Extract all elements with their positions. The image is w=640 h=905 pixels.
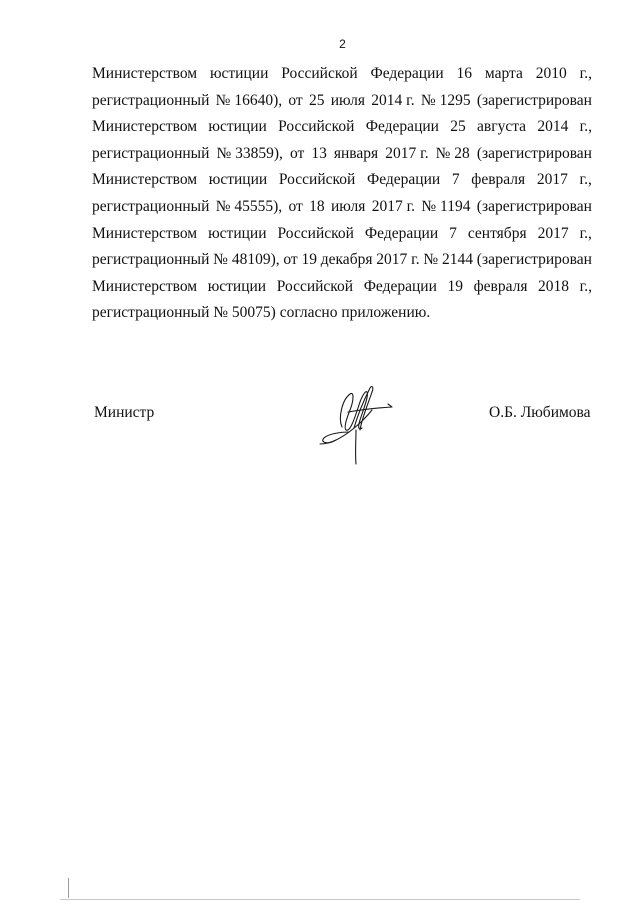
word: июля (330, 91, 366, 109)
word: Федерации (363, 277, 437, 295)
word: 2010 (535, 65, 567, 82)
word: юстиции (208, 171, 268, 189)
word: 2017 (536, 171, 568, 189)
word: от (288, 91, 303, 109)
word: февраля (473, 277, 528, 295)
word: г., (579, 277, 592, 295)
word: Российской (281, 65, 358, 82)
word: 25 (308, 91, 325, 109)
text-line (92, 114, 592, 141)
text-line (92, 61, 592, 88)
word: регистрационный (92, 251, 210, 269)
word: № 33859), (216, 144, 283, 162)
signature-block (0, 382, 640, 472)
body-paragraph (92, 61, 592, 327)
word: г., (579, 118, 592, 136)
word: № 48109), (213, 251, 280, 269)
page-number: 2 (339, 37, 346, 51)
word: 19 (447, 277, 463, 295)
scan-artifact-vertical (68, 878, 69, 898)
word: юстиции (209, 65, 269, 82)
word: Министерством (92, 277, 198, 295)
word: Министерством (92, 171, 198, 189)
word: Российской (276, 277, 354, 295)
word: 7 (449, 224, 457, 242)
word: Федерации (365, 118, 439, 136)
word: Российской (278, 171, 356, 189)
word: (зарегистрирован (476, 144, 592, 162)
word: 2014 г. (371, 91, 415, 109)
word: 16 (456, 65, 473, 82)
word: от (289, 144, 305, 162)
word: Российской (278, 118, 355, 136)
word: 2017 (537, 224, 569, 242)
closing-text: регистрационный № 50075) согласно приложению. (92, 304, 431, 322)
word: № 28 (435, 144, 470, 162)
word: г., (579, 65, 592, 82)
word: № 45555), (215, 197, 283, 215)
text-line (92, 88, 592, 115)
word: от (283, 251, 298, 269)
text-line-last (92, 300, 592, 327)
word: 2017 г. (385, 144, 429, 162)
signer-title: Министр (94, 404, 155, 421)
word: № 1295 (420, 91, 471, 109)
word: Федерации (364, 224, 439, 242)
handwritten-signature (312, 382, 402, 467)
word: (зарегистрирован (476, 197, 592, 215)
text-line (92, 247, 592, 274)
word: 25 (450, 118, 466, 136)
word: регистрационный (92, 91, 210, 109)
word: июля (331, 197, 366, 215)
word: от (288, 197, 303, 215)
word: юстиции (207, 277, 267, 295)
signer-name: О.Б. Любимова (489, 404, 591, 421)
scan-artifact-horizontal (60, 899, 580, 900)
word: (зарегистрирован (476, 251, 592, 269)
word: Министерством (92, 224, 198, 242)
word: 2017 г. (371, 197, 416, 215)
word: Министерством (92, 65, 198, 82)
word: (зарегистрирован (476, 91, 592, 109)
word: 2018 (538, 277, 570, 295)
word: сентября (467, 224, 527, 242)
word: 18 (309, 197, 325, 215)
word: 13 (311, 144, 327, 162)
word: декабря (320, 251, 373, 269)
text-line (92, 141, 592, 168)
word: 2014 (537, 118, 569, 136)
word: № 16640), (215, 91, 283, 109)
word: юстиции (208, 224, 267, 242)
word: января (333, 144, 379, 162)
word: Министерством (92, 118, 198, 136)
word: г., (579, 224, 592, 242)
word: регистрационный (92, 197, 210, 215)
word: августа (477, 118, 527, 136)
word: Федерации (370, 65, 444, 82)
word: регистрационный (92, 144, 210, 162)
text-line (92, 194, 592, 221)
word: г., (579, 171, 592, 189)
text-line (92, 167, 592, 194)
word: № 2144 (423, 251, 474, 269)
text-line (92, 274, 592, 301)
word: февраля (471, 171, 526, 189)
word: 2017 г. (376, 251, 420, 269)
word: 7 (451, 171, 460, 189)
word: Российской (277, 224, 354, 242)
word: 19 (301, 251, 317, 269)
word: Федерации (366, 171, 441, 189)
text-line (92, 221, 592, 248)
word: марта (484, 65, 523, 82)
word: юстиции (208, 118, 267, 136)
word: № 1194 (421, 197, 471, 215)
